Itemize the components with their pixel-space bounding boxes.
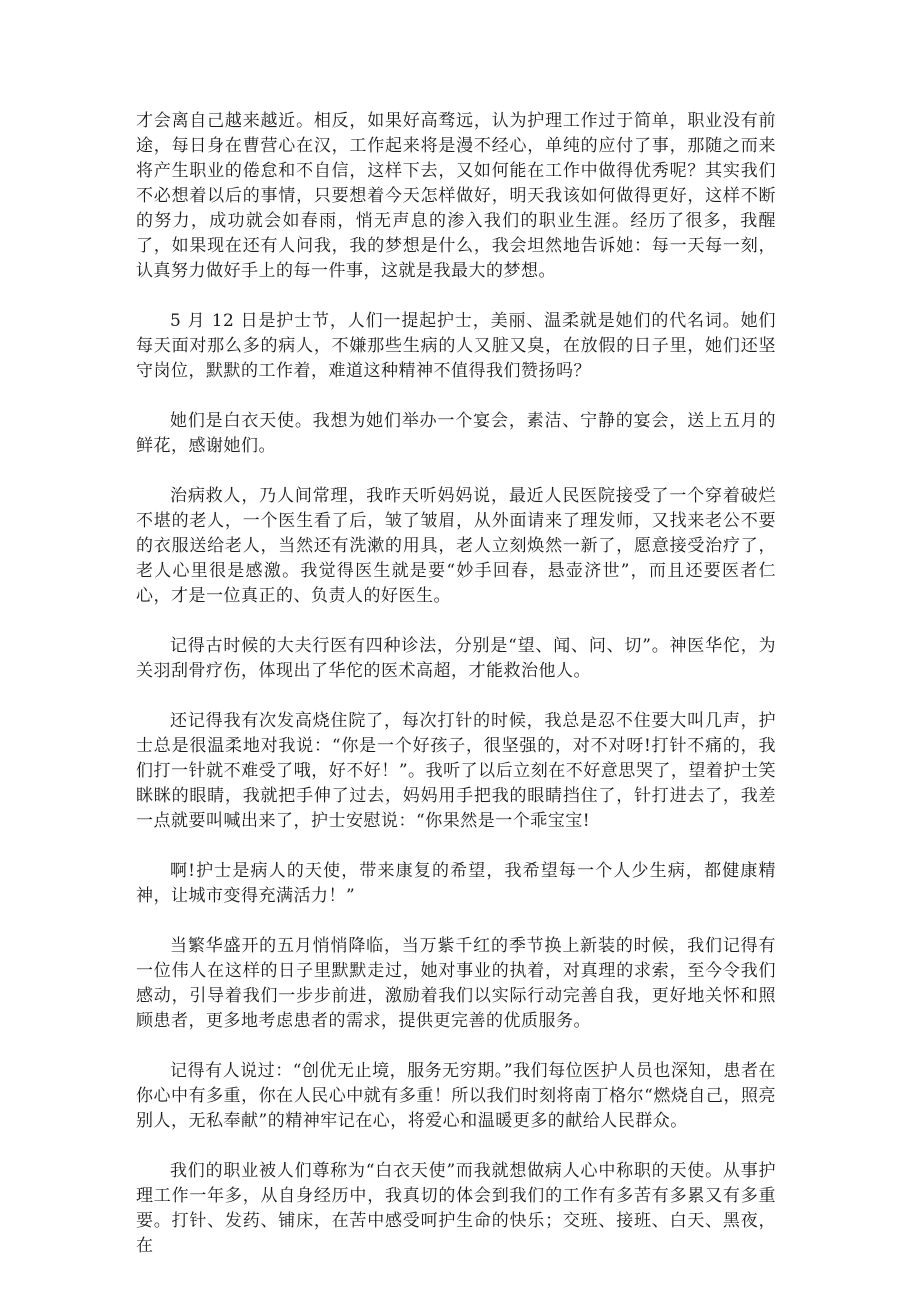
paragraph-7: 啊!护士是病人的天使，带来康复的希望，我希望每一个人少生病，都健康精神，让城市变得充满活力！” <box>136 861 776 906</box>
paragraph-9: 记得有人说过：“创优无止境，服务无穷期。”我们每位医护人员也深知，患者在你心中有多重，你在人民心中就有多重！所以我们时刻将南丁格尔“燃烧自己，照亮别人，无私奉献”的精神牢记在心，将爱心和温暖更多的献给人民群众。 <box>136 1061 776 1131</box>
paragraph-6: 还记得我有次发高烧住院了，每次打针的时候，我总是忍不住要大叫几声，护士总是很温柔地对我说：“你是一个好孩子，很坚强的，对不对呀!打针不痛的，我们打一针就不难受了哦，好不好！”。我听了以后立刻在不好意思哭了，望着护士笑眯眯的眼睛，我就把手伸了过去，妈妈用手把我的眼睛挡住了，针打进去了，我差一点就要叫喊出来了，护士安慰说：“你果然是一个乖宝宝! <box>136 711 776 831</box>
paragraph-3: 她们是白衣天使。我想为她们举办一个宴会，素洁、宁静的宴会，送上五月的鲜花，感谢她们。 <box>136 411 776 456</box>
paragraph-4: 治病救人，乃人间常理，我昨天听妈妈说，最近人民医院接受了一个穿着破烂不堪的老人，一个医生看了后，皱了皱眉，从外面请来了理发师，又找来老公不要的衣服送给老人，当然还有洗漱的用具，老人立刻焕然一新了，愿意接受治疗了，老人心里很是感激。我觉得医生就是要“妙手回春，悬壶济世”，而且还要医者仁心，才是一位真正的、负责人的好医生。 <box>136 486 776 606</box>
document-body <box>136 109 776 1259</box>
paragraph-1: 才会离自己越来越近。相反，如果好高骛远，认为护理工作过于简单，职业没有前途，每日身在曹营心在汉，工作起来将是漫不经心，单纯的应付了事，那随之而来将产生职业的倦怠和不自信，这样下去，又如何能在工作中做得优秀呢？其实我们不必想着以后的事情，只要想着今天怎样做好，明天我该如何做得更好，这样不断的努力，成功就会如春雨，悄无声息的渗入我们的职业生涯。经历了很多，我醒了，如果现在还有人问我，我的梦想是什么，我会坦然地告诉她：每一天每一刻，认真努力做好手上的每一件事，这就是我最大的梦想。 <box>136 111 776 281</box>
paragraph-8: 当繁华盛开的五月悄悄降临，当万紫千红的季节换上新装的时候，我们记得有一位伟人在这样的日子里默默走过，她对事业的执着，对真理的求索，至今令我们感动，引导着我们一步步前进，激励着我们以实际行动完善自我，更好地关怀和照顾患者，更多地考虑患者的需求，提供更完善的优质服务。 <box>136 936 776 1031</box>
paragraph-2: 5 月 12 日是护士节，人们一提起护士，美丽、温柔就是她们的代名词。她们每天面对那么多的病人，不嫌那些生病的人又脏又臭，在放假的日子里，她们还坚守岗位，默默的工作着，难道这种精神不值得我们赞扬吗？ <box>136 311 776 381</box>
paragraph-5: 记得古时候的大夫行医有四种诊法，分别是“望、闻、问、切”。神医华佗，为关羽刮骨疗伤，体现出了华佗的医术高超，才能救治他人。 <box>136 636 776 681</box>
paragraph-10: 我们的职业被人们尊称为“白衣天使”而我就想做病人心中称职的天使。从事护理工作一年多，从自身经历中，我真切的体会到我们的工作有多苦有多累又有多重要。打针、发药、铺床，在苦中感受呵护生命的快乐；交班、接班、白天、黑夜，在 <box>136 1161 776 1256</box>
